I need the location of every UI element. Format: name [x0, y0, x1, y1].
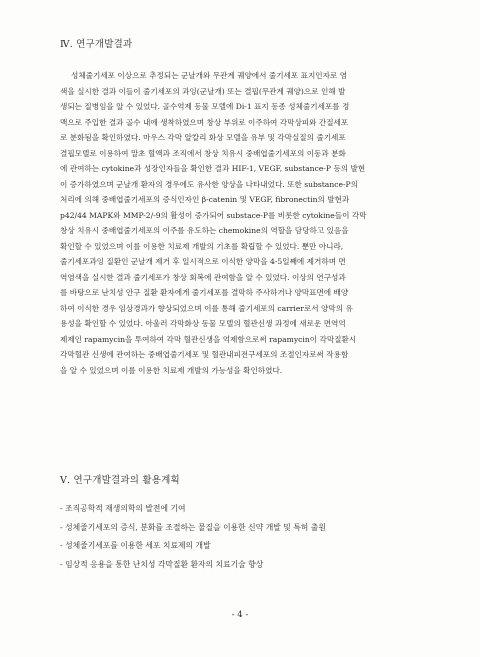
paragraph-line: 창상 치유시 중배엽줄기세포의 이주를 유도하는 chemokine의 역할을 담당하고 있음을	[60, 226, 349, 235]
section-5-heading: Ⅴ. 연구개발결과의 활용계획	[60, 475, 180, 486]
paragraph-line: 용성을 확인할 수 있었다. 아울러 각막화상 동물 모델의 혈관신생 과정에 새로운 면역억	[60, 319, 346, 328]
paragraph-line: 에 관여하는 cytokine과 성장인자들을 확인한 결과 HIF-1, VEGF, substance-P 등의 발현	[60, 164, 366, 173]
paragraph-line: 로 분화됨을 확인하였다. 마우스 각막 알칼리 화상 모델을 유부 및 각막실질의 줄기세포	[60, 133, 346, 142]
list-item: - 조직공학적 재생의학의 발전에 기여	[60, 504, 186, 513]
list-item: - 성체줄기세포를 이용한 세포 치료제의 개발	[60, 541, 211, 550]
paragraph-line: 생되는 질병임을 알 수 있었다. 골수억제 동물 모델에 Di-1 표지 동종 성체줄기세포를 정	[60, 102, 350, 111]
paragraph-line: p42/44 MAPK와 MMP-2/-9의 활성이 증가되어 substace-P를 비롯한 cytokine들이 각막	[60, 210, 367, 220]
paragraph-line: 역염색을 실시한 결과 줄기세포가 창상 회복에 관여함을 알 수 있었다. 이상의 연구성과	[60, 272, 346, 282]
utilization-plan-list	[60, 500, 438, 574]
paragraph-line: 각막혈관 신생에 관여하는 중배엽줄기세포 및 혈관내피전구세포의 조절인자로써 작용함	[60, 350, 349, 359]
page-number: - 4 -	[231, 610, 249, 620]
list-item: - 성체줄기세포의 증식, 분화를 조절하는 물질을 이용한 신약 개발 및 특허 출원	[60, 522, 326, 532]
paragraph-line: 를 바탕으로 난치성 안구 질환 환자에게 줄기세포를 결막하 주사하거나 양막표면에 배양	[60, 288, 349, 297]
paragraph-line: 이 증가하였으며 군날개 환자의 경우에도 유사한 양상을 나타내었다. 또한 substance-P의	[60, 179, 358, 189]
section-4-paragraph	[60, 68, 438, 378]
paragraph-line: 하여 이식한 경우 임상경과가 향상되었으며 이를 통해 줄기세포의 carrier로서 양막의 유	[60, 303, 353, 313]
paragraph-line: 제제인 rapamycin을 투여하여 각막 혈관신생을 억제함으로써 rapamycin이 각막질환시	[60, 334, 357, 344]
paragraph-line: 줄기세포과잉 질환인 군날개 제거 후 일시적으로 이식한 양막을 4-5일째에 제거하며 면	[60, 257, 346, 266]
paragraph-line: 을 알 수 있었으며 이를 이용한 치료제 개발의 가능성을 확인하였다.	[60, 365, 283, 375]
paragraph-line: 성체줄기세포 이상으로 추정되는 군날개와 무관계 궤양에서 줄기세포 표지인자로 염	[71, 71, 348, 80]
list-item: - 임상적 응용을 통한 난치성 각막질환 환자의 치료기술 향상	[60, 559, 264, 569]
section-4-heading: Ⅳ. 연구개발결과	[60, 39, 133, 50]
paragraph-line: 색을 실시한 결과 이들이 줄기세포의 과잉(군날개) 또는 결핍(무관계 궤양)으로 인해 발	[60, 86, 346, 96]
paragraph-line: 결핍모델로 이용하여 말초 혈액과 조직에서 창상 치유시 중배엽줄기세포의 이동과 분화	[60, 148, 346, 158]
paragraph-line: 맥으로 주입한 결과 골수 내에 생착하였으며 창상 부위로 이주하여 각막상피와 간질세포	[60, 117, 349, 127]
paragraph-line: 확인할 수 있었으며 이를 이용한 치료제 개발의 기초를 확립할 수 있었다. 뿐만 아니라,	[60, 241, 344, 251]
paragraph-line: 처리에 의해 중배엽줄기세포의 증식인자인 β-catenin 및 VEGF, fibronectin의 발현과	[60, 195, 350, 204]
